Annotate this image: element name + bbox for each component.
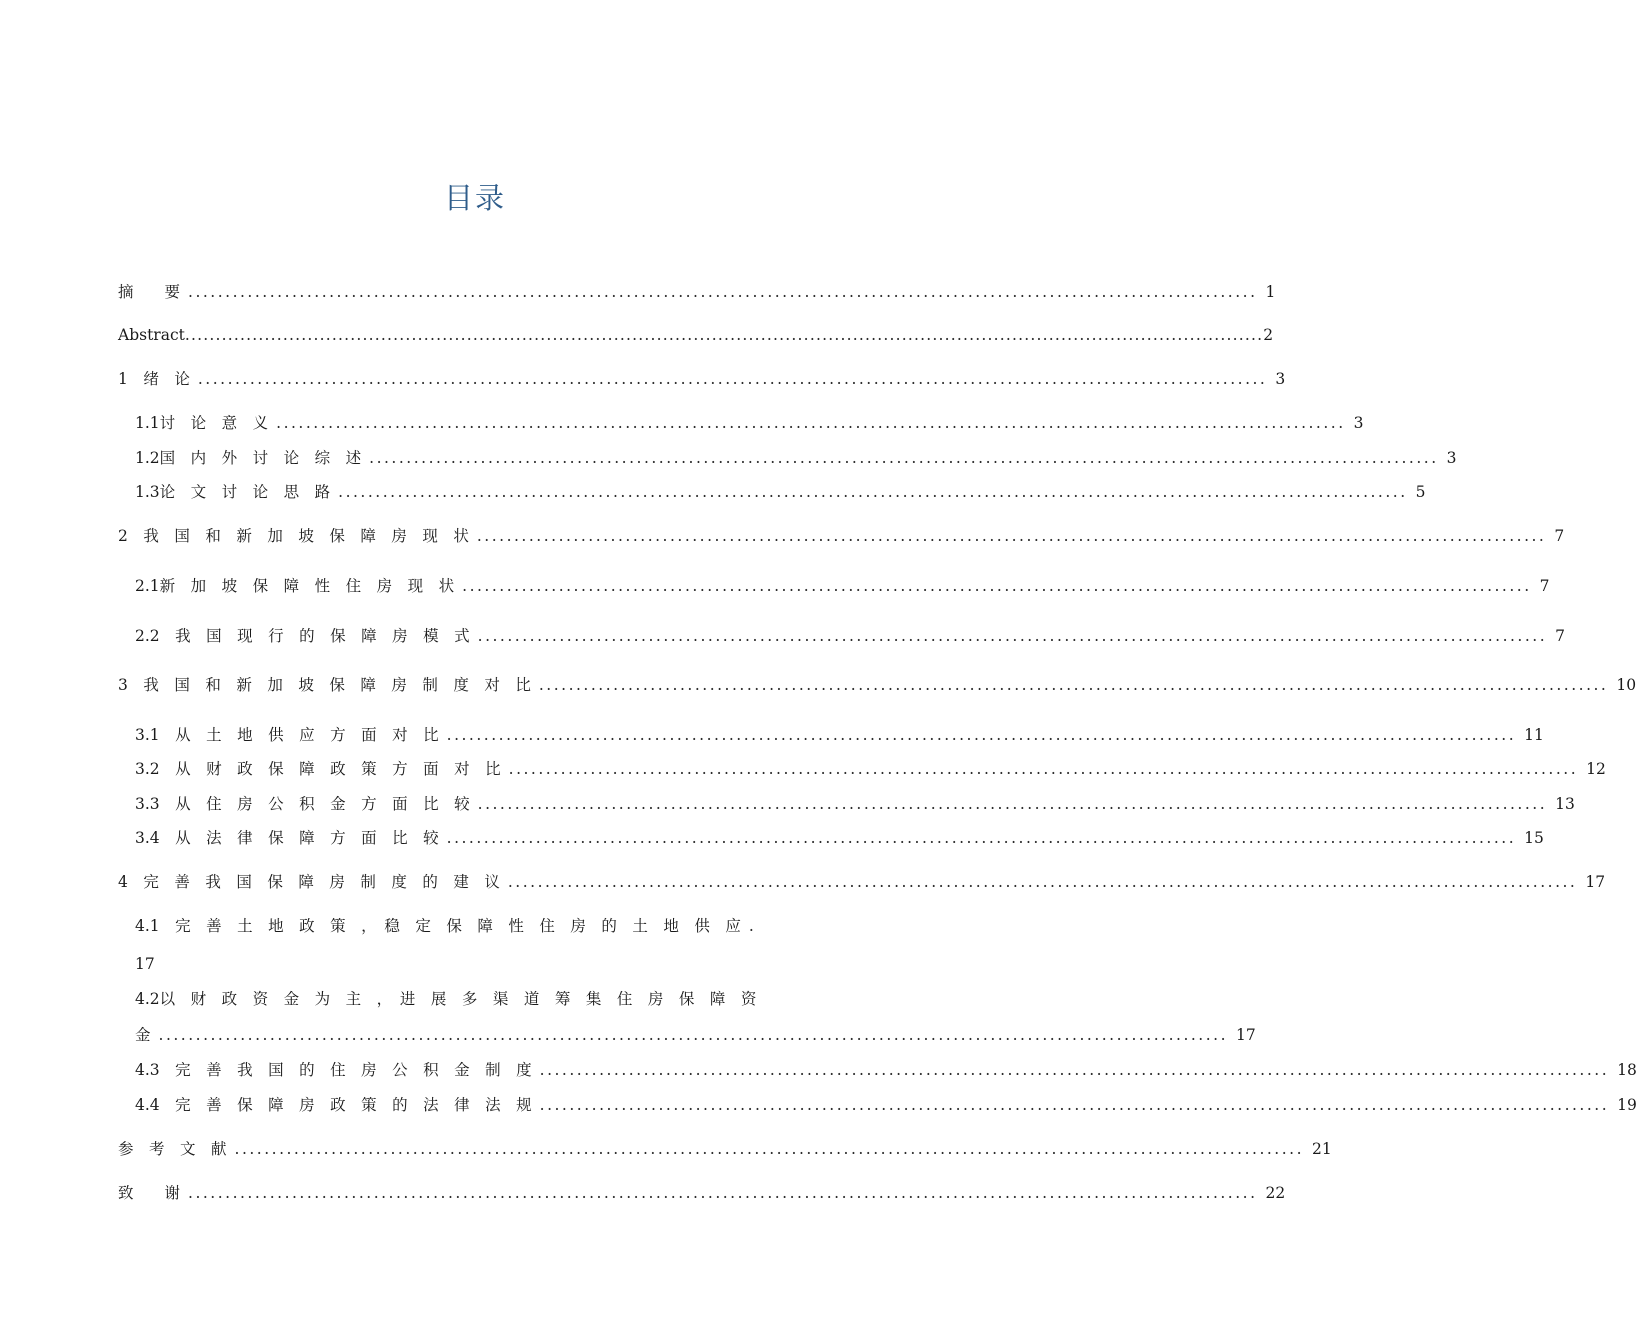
dot-leader: ................................................................................................................................................ bbox=[539, 1096, 1610, 1114]
dot-leader: . bbox=[748, 917, 757, 935]
dot-leader: ................................................................................................................................................ bbox=[507, 873, 1578, 891]
dot-leader: ................................................................................................................................................ bbox=[477, 627, 1548, 645]
toc-entry-4-1[interactable] bbox=[135, 915, 852, 937]
toc-entry-4-4[interactable] bbox=[135, 1094, 1637, 1116]
dot-leader: ................................................................................................................................................ bbox=[446, 726, 1517, 744]
toc-page-number: 1 bbox=[1265, 283, 1276, 301]
toc-page-number: 7 bbox=[1555, 627, 1566, 645]
toc-label: 致 谢 bbox=[118, 1184, 181, 1202]
dot-leader: ................................................................................................................................................ bbox=[276, 414, 1346, 432]
toc-entry-4-2[interactable] bbox=[135, 988, 852, 1010]
toc-page-number: 17 bbox=[135, 955, 155, 973]
toc-page-number: 3 bbox=[1275, 370, 1286, 388]
toc-entry-4-2-continuation[interactable] bbox=[135, 1024, 1256, 1046]
dot-leader: ................................................................................................................................................ bbox=[197, 370, 1268, 388]
toc-label: 3.2 从 财 政 保 障 政 策 方 面 对 比 bbox=[135, 760, 501, 778]
toc-entry-chapter-3[interactable] bbox=[118, 674, 1637, 696]
toc-label: 4.4 完 善 保 障 房 政 策 的 法 律 法 规 bbox=[135, 1096, 532, 1114]
toc-page-number: 21 bbox=[1312, 1140, 1332, 1158]
toc-entry-acknowledgements[interactable] bbox=[118, 1182, 1286, 1204]
toc-page-number: 17 bbox=[1236, 1026, 1256, 1044]
toc-label: 参 考 文 献 bbox=[118, 1140, 227, 1158]
toc-page-number: 12 bbox=[1586, 760, 1606, 778]
toc-label: 2.2 我 国 现 行 的 保 障 房 模 式 bbox=[135, 627, 470, 645]
toc-page-number: 22 bbox=[1265, 1184, 1286, 1202]
toc-entry-3-3[interactable] bbox=[135, 793, 1575, 815]
toc-entry-1-3[interactable] bbox=[135, 481, 1426, 503]
toc-page-number: 3 bbox=[1446, 449, 1457, 467]
dot-leader: ................................................................................................................................................ bbox=[462, 577, 1532, 595]
toc-label: 3 我 国 和 新 加 坡 保 障 房 制 度 对 比 bbox=[118, 676, 531, 694]
toc-page-number: 2 bbox=[1263, 326, 1274, 344]
toc-label: 1.3论 文 讨 论 思 路 bbox=[135, 483, 331, 501]
toc-entry-references[interactable] bbox=[118, 1138, 1332, 1160]
toc-entry-4-3[interactable] bbox=[135, 1059, 1637, 1081]
toc-entry-chapter-2[interactable] bbox=[118, 525, 1565, 547]
toc-label: 3.1 从 土 地 供 应 方 面 对 比 bbox=[135, 726, 439, 744]
toc-entry-3-4[interactable] bbox=[135, 827, 1544, 849]
dot-leader: ................................................................................................................................................ bbox=[188, 1184, 1258, 1202]
dot-leader: ................................................................................................................................................ bbox=[538, 676, 1609, 694]
dot-leader: ................................................................................................................................................ bbox=[477, 795, 1548, 813]
toc-label: 1 绪 论 bbox=[118, 370, 190, 388]
toc-entry-chapter-1[interactable] bbox=[118, 368, 1286, 390]
toc-label: 3.3 从 住 房 公 积 金 方 面 比 较 bbox=[135, 795, 470, 813]
toc-label: 1.1讨 论 意 义 bbox=[135, 414, 269, 432]
toc-entry-2-2[interactable] bbox=[135, 625, 1566, 647]
dot-leader: ................................................................................................................................................ bbox=[508, 760, 1579, 778]
toc-page-number: 3 bbox=[1353, 414, 1364, 432]
toc-entry-abstract-en[interactable] bbox=[118, 324, 1274, 346]
toc-page-number: 19 bbox=[1617, 1096, 1637, 1114]
toc-page-number: 11 bbox=[1524, 726, 1544, 744]
toc-label: 4.1 完 善 土 地 政 策 ， 稳 定 保 障 性 住 房 的 土 地 供 应 bbox=[135, 917, 741, 935]
dot-leader: ................................................................................................................................................ bbox=[476, 527, 1547, 545]
toc-entry-2-1[interactable] bbox=[135, 575, 1550, 597]
toc-entry-3-1[interactable] bbox=[135, 724, 1544, 746]
toc-page-number: 18 bbox=[1617, 1061, 1637, 1079]
toc-entry-chapter-4[interactable] bbox=[118, 871, 1606, 893]
toc-label: 摘 要 bbox=[118, 283, 181, 301]
dot-leader: ................................................................................................................................................ bbox=[158, 1026, 1229, 1044]
toc-label: 4 完 善 我 国 保 障 房 制 度 的 建 议 bbox=[118, 873, 500, 891]
dot-leader: ................................................................................................................................................ bbox=[369, 449, 1439, 467]
toc-entry-1-1[interactable] bbox=[135, 412, 1364, 434]
toc-label: 3.4 从 法 律 保 障 方 面 比 较 bbox=[135, 829, 439, 847]
toc-label: Abstract bbox=[118, 326, 185, 344]
toc-label-continuation: 金 bbox=[135, 1026, 151, 1044]
dot-leader: ................................................................................................................................................ bbox=[234, 1140, 1305, 1158]
toc-page-number: 17 bbox=[1585, 873, 1606, 891]
toc-page-number: 10 bbox=[1616, 676, 1637, 694]
toc-label: 4.3 完 善 我 国 的 住 房 公 积 金 制 度 bbox=[135, 1061, 532, 1079]
toc-entry-1-2[interactable] bbox=[135, 447, 1457, 469]
toc-page-number: 7 bbox=[1539, 577, 1550, 595]
dot-leader: ................................................................................................................................................ bbox=[539, 1061, 1610, 1079]
dot-leader: ................................................................................................................................................................................ bbox=[184, 326, 1264, 344]
toc-page-number: 13 bbox=[1555, 795, 1575, 813]
dot-leader: ................................................................................................................................................ bbox=[446, 829, 1517, 847]
toc-page-number: 15 bbox=[1524, 829, 1544, 847]
toc-label: 2 我 国 和 新 加 坡 保 障 房 现 状 bbox=[118, 527, 469, 545]
dot-leader: ................................................................................................................................................ bbox=[338, 483, 1408, 501]
toc-entry-3-2[interactable] bbox=[135, 758, 1606, 780]
toc-page-number: 7 bbox=[1554, 527, 1565, 545]
toc-page-number: 5 bbox=[1415, 483, 1426, 501]
toc-label: 4.2以 财 政 资 金 为 主 ， 进 展 多 渠 道 筹 集 住 房 保 障 资 bbox=[135, 990, 757, 1008]
toc-entry-abstract-cn[interactable] bbox=[118, 281, 1276, 303]
page-title: 目录 bbox=[443, 181, 506, 215]
toc-label: 2.1新 加 坡 保 障 性 住 房 现 状 bbox=[135, 577, 455, 595]
toc-label: 1.2国 内 外 讨 论 综 述 bbox=[135, 449, 362, 467]
dot-leader: ................................................................................................................................................ bbox=[188, 283, 1258, 301]
